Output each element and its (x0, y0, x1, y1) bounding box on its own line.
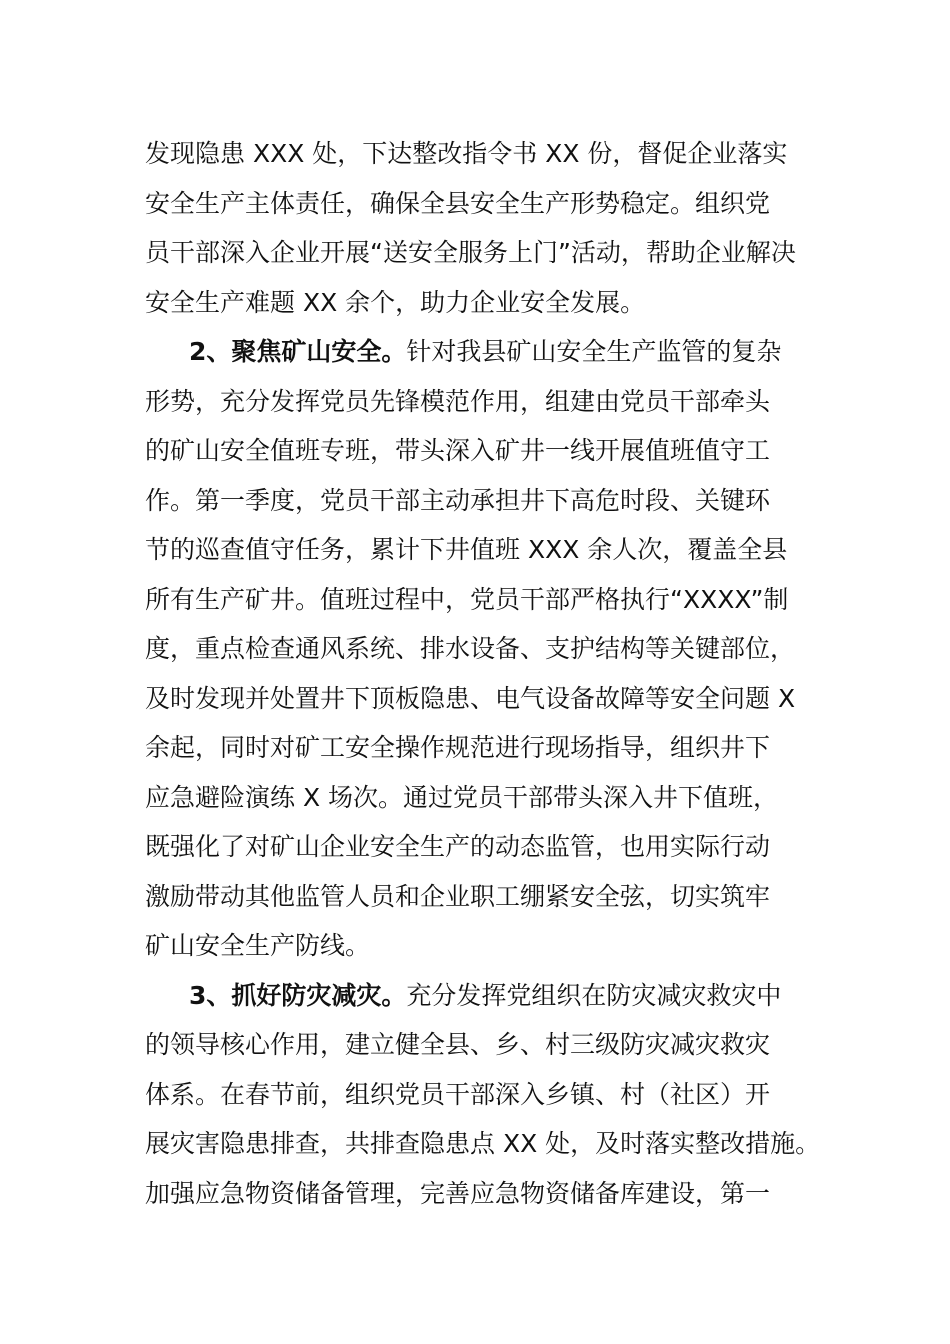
text-line: 及时发现并处置井下顶板隐患、电气设备故障等安全问题 X (145, 683, 796, 713)
text-line: 所有生产矿井。值班过程中，党员干部严格执行“XXXX”制 (145, 584, 789, 614)
section-3-lead: 充分发挥党组织在防灾减灾救灾中 (406, 980, 782, 1010)
section-2-heading: 2、聚焦矿山安全。 (189, 337, 407, 366)
text-line: 形势，充分发挥党员先锋模范作用，组建由党员干部牵头 (145, 386, 771, 416)
text-line: 度，重点检查通风系统、排水设备、支护结构等关键部位， (145, 634, 796, 663)
text-line: 的矿山安全值班专班，带头深入矿井一线开展值班值守工 (145, 436, 771, 465)
text-line: 既强化了对矿山企业安全生产的动态监管，也用实际行动 (145, 832, 771, 861)
text-line: 激励带动其他监管人员和企业职工绷紧安全弦，切实筑牢 (145, 881, 771, 911)
section-2-lead: 针对我县矿山安全生产监管的复杂 (406, 337, 782, 366)
section-3-first-line (145, 971, 825, 1021)
text-line: 余起，同时对矿工安全操作规范进行现场指导，组织井下 (145, 733, 771, 762)
section-3-heading: 3、抓好防灾减灾。 (189, 980, 407, 1010)
section-2-first-line (145, 327, 825, 377)
body-text (145, 129, 825, 1218)
text-line: 作。第一季度，党员干部主动承担井下高危时段、关键环 (145, 485, 771, 515)
text-line: 节的巡查值守任务，累计下井值班 XXX 余人次，覆盖全县 (145, 535, 788, 564)
text-line: 体系。在春节前，组织党员干部深入乡镇、村（社区）开 (145, 1079, 771, 1109)
text-line: 员干部深入企业开展“送安全服务上门”活动，帮助企业解决 (145, 238, 796, 267)
text-line: 应急避险演练 X 场次。通过党员干部带头深入井下值班， (145, 782, 779, 812)
text-line: 矿山安全生产防线。 (145, 931, 371, 960)
text-line: 安全生产难题 XX 余个，助力企业安全发展。 (145, 287, 646, 317)
text-line: 发现隐患 XXX 处，下达整改指令书 XX 份，督促企业落实 (145, 139, 788, 168)
text-line: 安全生产主体责任，确保全县安全生产形势稳定。组织党 (145, 188, 771, 218)
text-line: 展灾害隐患排查，共排查隐患点 XX 处，及时落实整改措施。 (145, 1129, 821, 1158)
text-line: 的领导核心作用，建立健全县、乡、村三级防灾减灾救灾 (145, 1030, 771, 1059)
text-line: 加强应急物资储备管理，完善应急物资储备库建设，第一 (145, 1178, 771, 1208)
